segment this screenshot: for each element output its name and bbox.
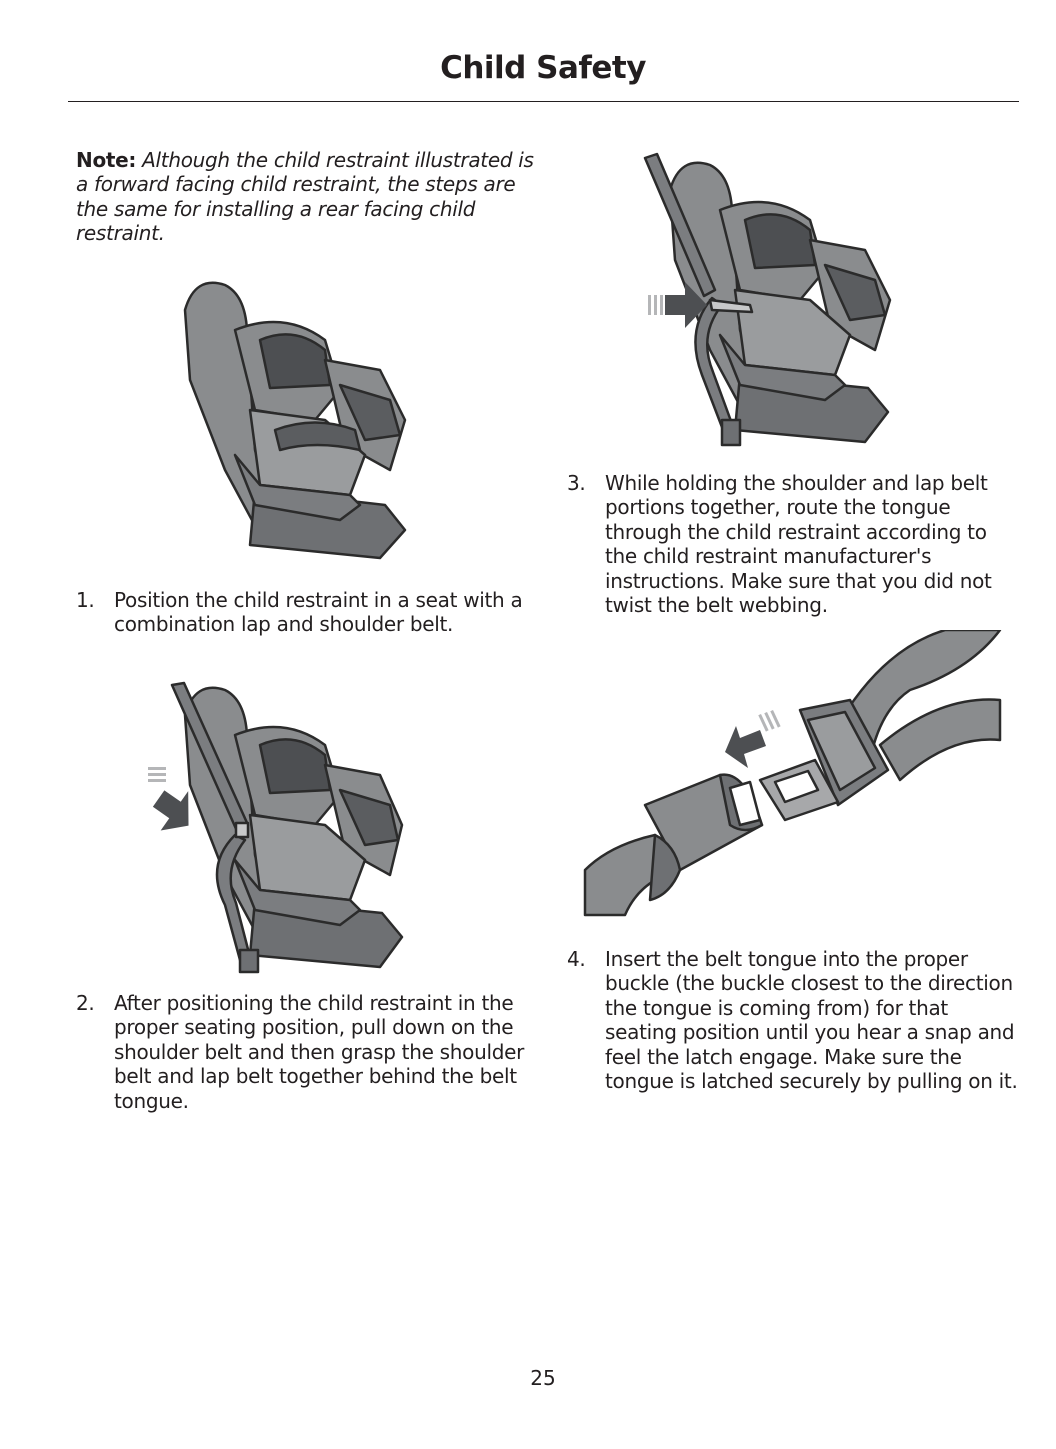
route-tongue-illustration [640,150,920,450]
step-3 [567,471,1019,617]
note-paragraph [76,148,536,246]
step-4-number: 4. [567,947,586,971]
step-1-number: 1. [76,588,95,612]
step-4-text: Insert the belt tongue into the proper buckle (the buckle closest to the direction the tongue is coming from) for that seating position until you hear a snap and feel the latch engage. Make sure the tongue is latched securely by pulling on it. [605,947,1018,1094]
step-1 [76,588,526,637]
step-3-number: 3. [567,471,586,495]
step-3-text: While holding the shoulder and lap belt portions together, route the tongue through the child restraint according to the child restraint manufacturer's instructions. Make sure that you did not twist the belt webbing. [605,471,992,618]
step-2 [76,991,532,1113]
page-title: Child Safety [440,50,646,86]
child-seat-illustration [165,270,425,570]
note-label: Note: [76,148,137,172]
pull-down-belt-illustration [140,675,420,975]
title-rule [68,101,1019,102]
note-text: Although the child restraint illustrated is a forward facing child restraint, the steps are the same for installing a rear facing child restraint. [76,148,534,246]
step-2-number: 2. [76,991,95,1015]
step-4 [567,947,1019,1093]
buckle-tongue-illustration [580,630,1010,920]
step-2-text: After positioning the child restraint in the proper seating position, pull down on the shoulder belt and then grasp the shoulder belt and lap belt together behind the belt tongue. [114,991,525,1113]
step-1-text: Position the child restraint in a seat with a combination lap and shoulder belt. [114,588,523,637]
page-number: 25 [530,1366,556,1390]
